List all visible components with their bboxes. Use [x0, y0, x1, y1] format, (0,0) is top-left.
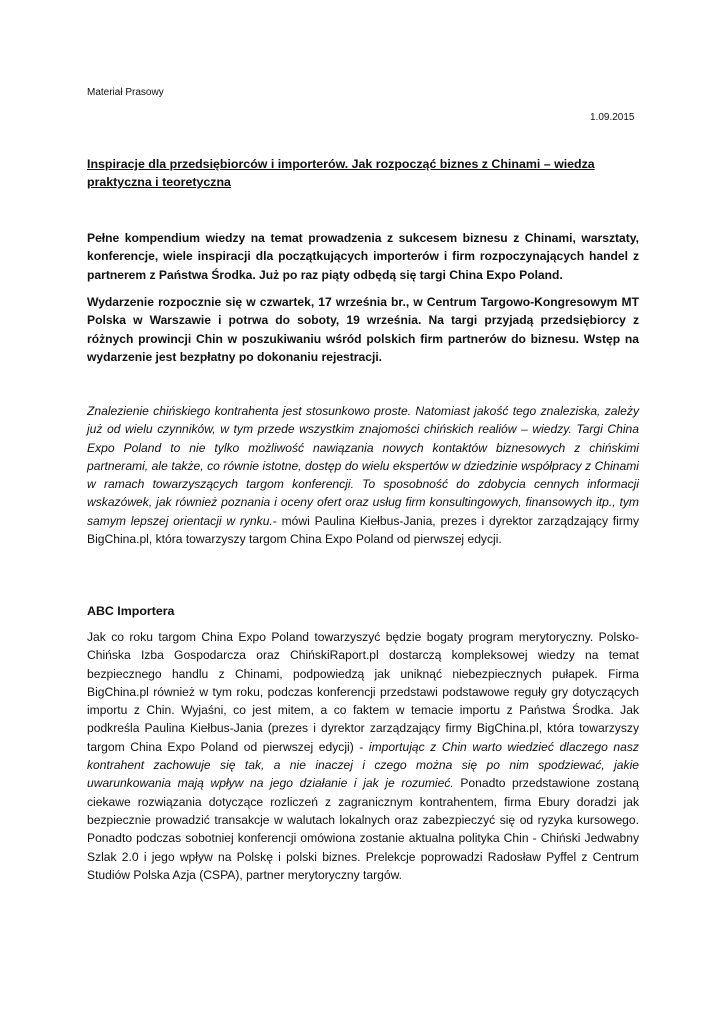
- document-date: 1.09.2015: [590, 112, 635, 123]
- lead-paragraph: Pełne kompendium wiedzy na temat prowadzenia z sukcesem biznesu z Chinami, warsztaty, konferencje, wiele inspiracji dla początkujących importerów i firm rozpoczynających handel z partnerem z Państwa Środka. Już po raz piąty odbędą się targi China Expo Poland.: [87, 231, 639, 282]
- section-body-part1: Jak co roku targom China Expo Poland towarzyszyć będzie bogaty program merytoryczny. Polsko-Chińska Izba Gospodarcza oraz ChińskiRaport.pl dostarczą kompleksowej wiedzy na temat bezpiecznego handlu z Chinami, podpowiedzą jak uniknąć niebezpiecznych pułapek. Firma BigChina.pl również w tym roku, podczas konferencji przedstawi podstawowe reguły gry dotyczących importu z Chin. Wyjaśni, co jest mitem, a co faktem w temacie importu z Państwa Środka. Jak podkreśla Paulina Kiełbus-Jania (prezes i dyrektor zarządzający firmy BigChina.pl, która towarzyszy targom China Expo Poland od pierwszej edycji) -: [87, 630, 639, 754]
- section-title: ABC Importera: [87, 604, 175, 618]
- section-body: [87, 628, 639, 884]
- section-body-part2: Ponadto przedstawione zostaną ciekawe rozwiązania dotyczące rozliczeń z zagranicznym kontrahentem, firma Ebury doradzi jak bezpiecznie prowadzić transakcje w walutach lokalnych oraz zabezpieczyć się od ryzyka kursowego. Ponadto podczas sobotniej konferencji omówiona zostanie aktualna polityka Chin - Chiński Jedwabny Szlak 2.0 i jego wpływ na Polskę i polski biznes. Prelekcje poprowadzi Radosław Pyffel z Centrum Studiów Polska Azja (CSPA), partner merytoryczny targów.: [87, 776, 639, 882]
- document-title: Inspiracje dla przedsiębiorców i importerów. Jak rozpocząć biznes z Chinami – wiedza praktyczna i teoretyczna: [87, 157, 595, 189]
- quote-attribution: - mówi Paulina Kiełbus-Jania, prezes i dyrektor zarządzający firmy BigChina.pl, która towarzyszy targom China Expo Poland od pierwszej edycji.: [87, 513, 639, 547]
- event-paragraph: Wydarzenie rozpocznie się w czwartek, 17 września br., w Centrum Targowo-Kongresowym MT Polska w Warszawie i potrwa do soboty, 19 września. Na targi przyjadą przedsiębiorcy z różnych prowincji Chin w poszukiwaniu wśród polskich firm partnerów do biznesu. Wstęp na wydarzenie jest bezpłatny po dokonaniu rejestracji.: [87, 295, 639, 364]
- quote-paragraph: [87, 402, 639, 548]
- document-label: Materiał Prasowy: [87, 87, 164, 98]
- section-body-quote: importując z Chin warto wiedzieć dlaczego nasz kontrahent zachowuje się tak, a nie inaczej i czego można się po nim spodziewać, jakie uwarunkowania mają wpływ na jego działanie i jak je rozumieć.: [87, 739, 639, 791]
- quote-text: Znalezienie chińskiego kontrahenta jest stosunkowo proste. Natomiast jakość tego znaleziska, zależy już od wielu czynników, w tym przede wszystkim znajomości chińskich realiów – wiedzy. Targi China Expo Poland to nie tylko możliwość nawiązania nowych kontaktów biznesowych z chińskimi partnerami, ale także, co równie istotne, dostęp do wielu ekspertów w dziedzinie współpracy z Chinami w ramach towarzyszących targom konferencji. To sposobność do zdobycia cennych informacji wskazówek, jak również poznania i oceny ofert oraz usług firm konsultingowych, finansowych itp., tym samym lepszej orientacji w rynku.: [87, 404, 639, 528]
